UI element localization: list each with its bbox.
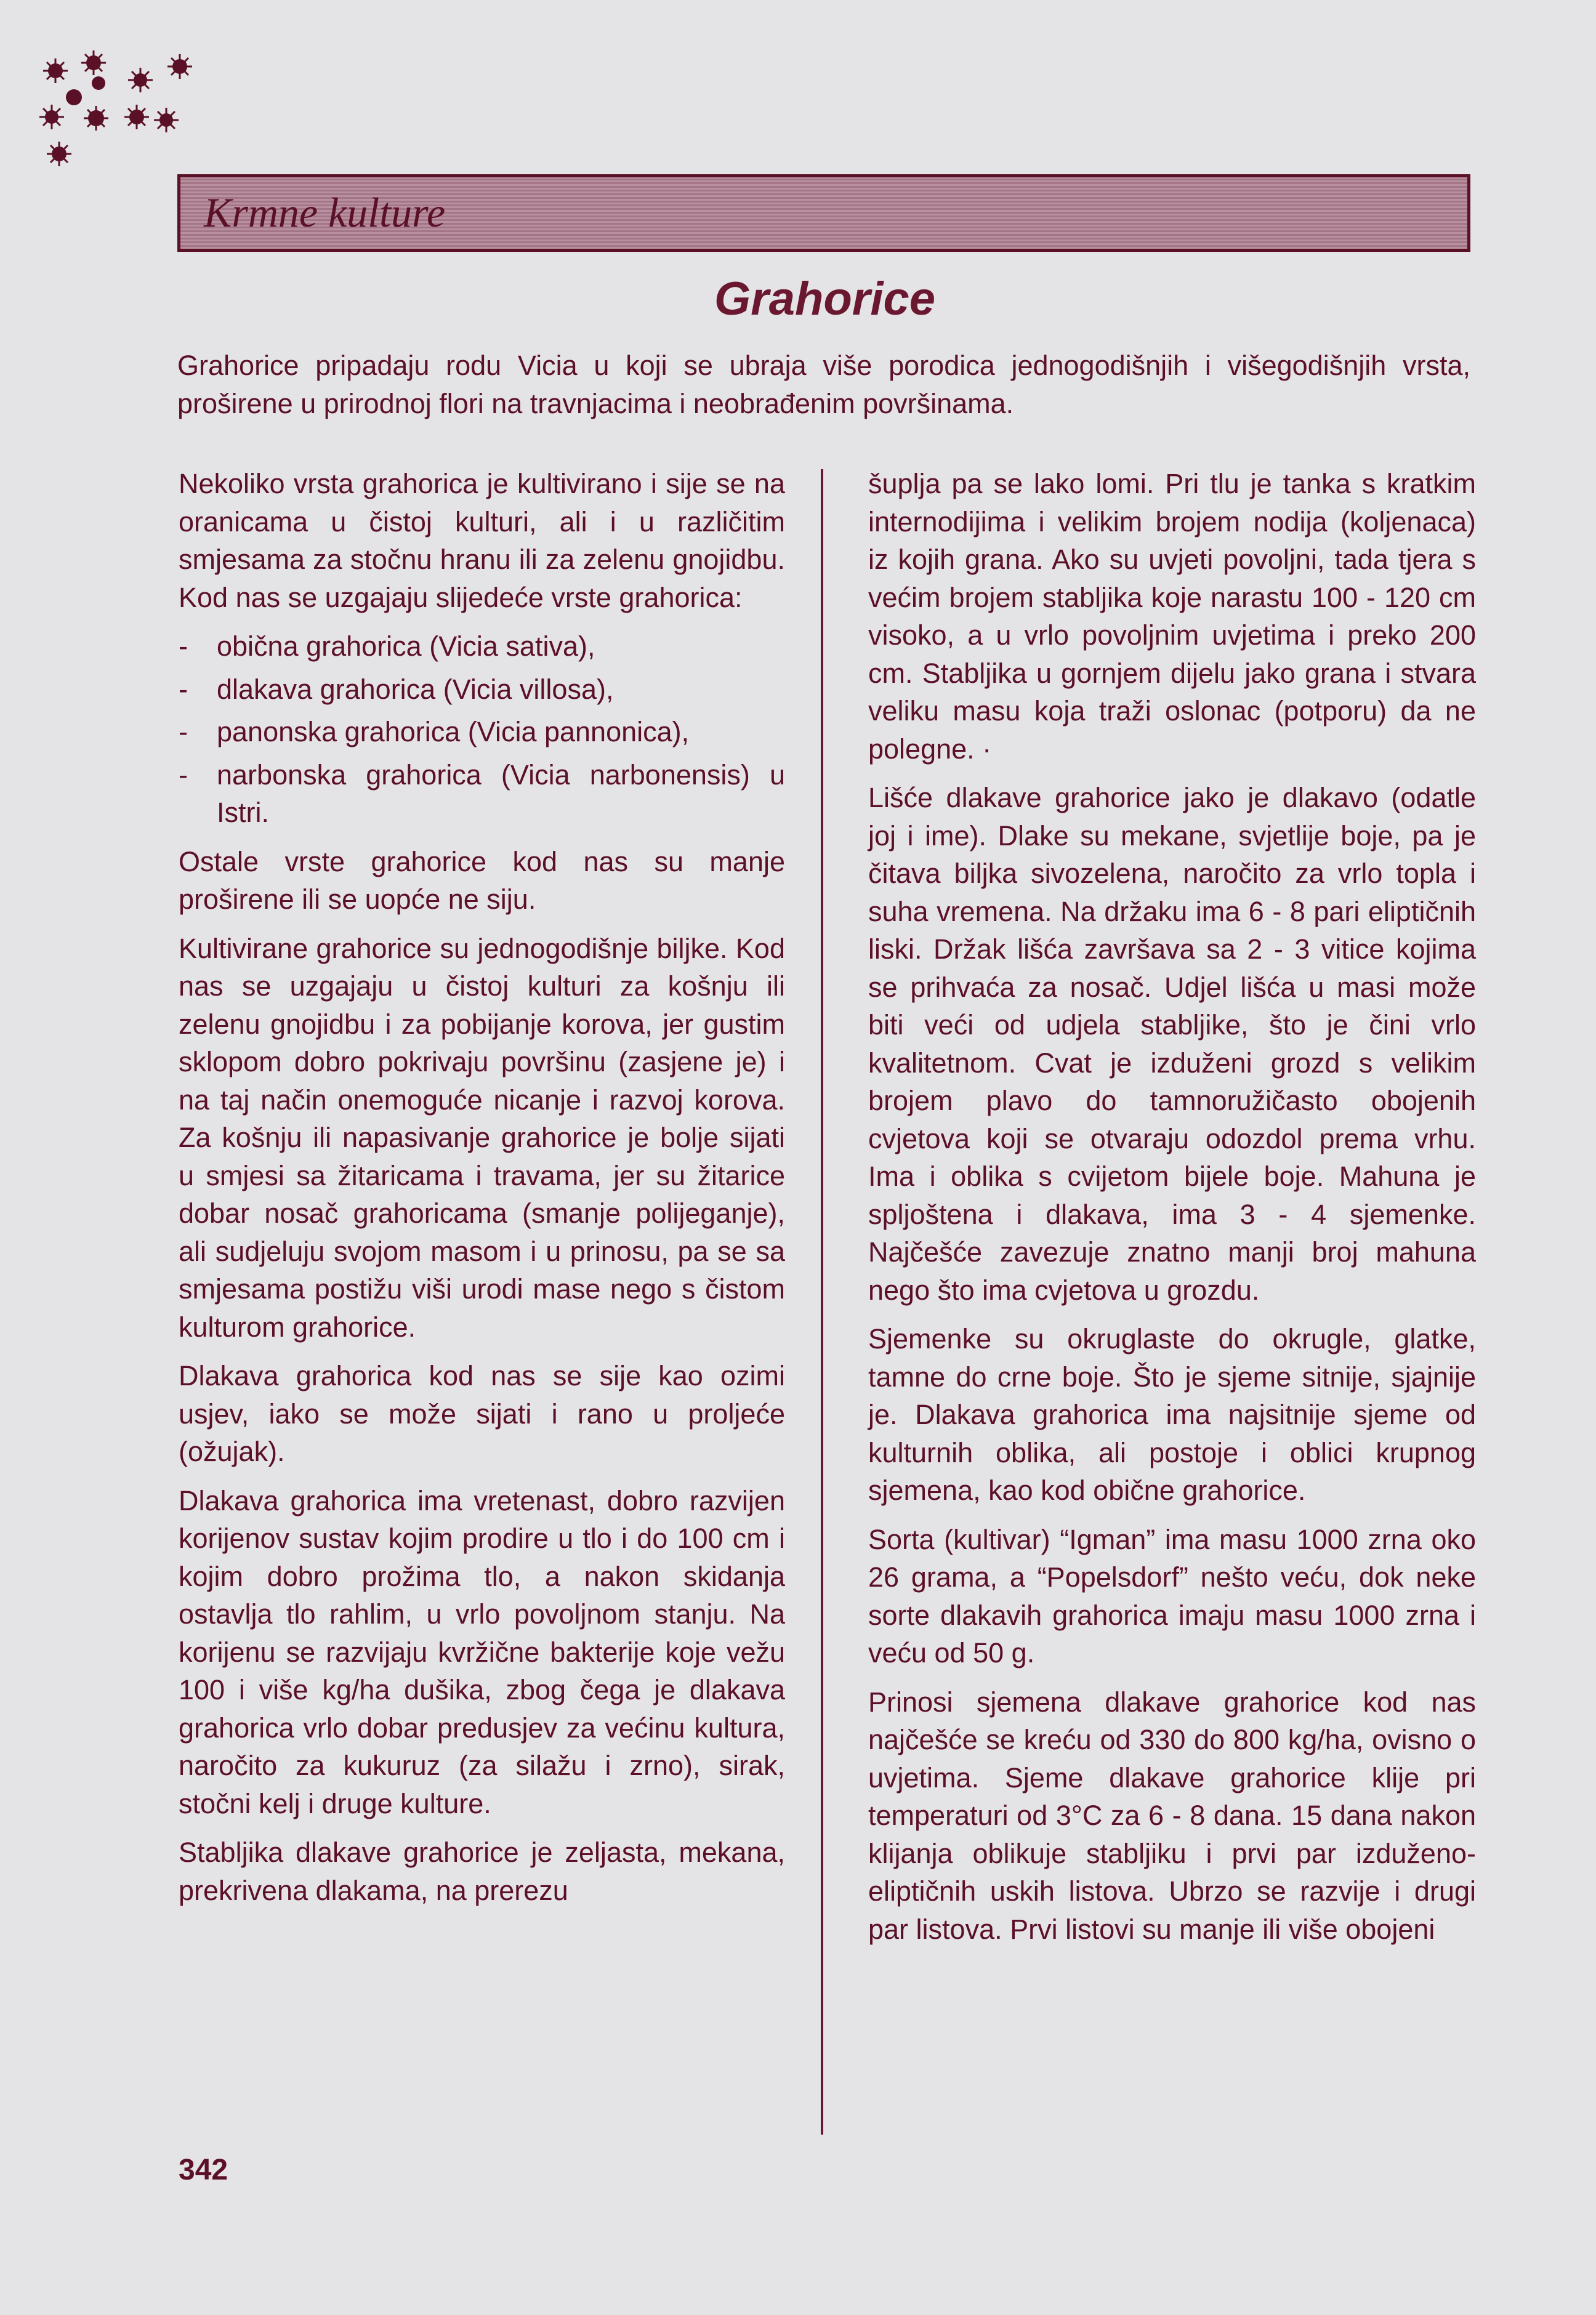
paragraph: Stabljika dlakave grahorice je zeljasta, mekana, prekrivena dlakama, na prerezu [179, 1837, 785, 1906]
paragraph: Prinosi sjemena dlakave grahorice kod nas najčešće se kreću od 330 do 800 kg/ha, ovisno o uvjetima. Sjeme dlakave grahorice klije pri temperaturi od 3°C za 6 - 8 dana. 15 dana nakon klijanja oblikuje stabljiku i prvi par izduženo-eliptičnih uskih listova. Ubrzo se razvije i drugi par listova. Prvi listovi su manje ili više obojeni [868, 1686, 1476, 1945]
list-item: - panonska grahorica (Vicia pannonica), [179, 713, 785, 751]
paragraph: Dlakava grahorica kod nas se sije kao ozimi usjev, iako se može sijati i rano u proljeće (ožujak). [179, 1360, 785, 1467]
paragraph: Kultivirane grahorice su jednogodišnje biljke. Kod nas se uzgajaju u čistoj kulturi za košnju ili zelenu gnojidbu i za pobijanje korova, jer gustim sklopom dobro pokrivaju površinu (zasjene je) i na taj način onemoguće nicanje i razvoj korova. Za košnju ili napasivanje grahorice je bolje sijati u smjesi sa žitaricama i travama, jer su žitarice dobar nosač grahoricama (smanje polijeganje), ali sudjeluju svojom masom i u prinosu, pa se sa smjesama postižu viši urodi mase nego s čistom kulturom grahorice. [179, 932, 785, 1343]
list-item: - obična grahorica (Vicia sativa), [179, 627, 785, 666]
paragraph: Lišće dlakave grahorice jako je dlakavo (odatle joj i ime). Dlake su mekane, svjetlije boje, pa je čitava biljka sivozelena, naročito za vrlo topla i suha vremena. Na držaku ima 6 - 8 pari eliptičnih liski. Držak lišća završava sa 2 - 3 vitice kojima se prihvaća za nosač. Udjel lišća u masi može biti veći od udjela stabljike, što je čini vrlo kvalitetnom. Cvat je izduženi grozd s velikim brojem plavo do tamnoružičasto obojenih cvjetova koji se otvaraju odozdol prema vrhu. Ima i oblika s cvijetom bijele boje. Mahuna je spljoštena i dlakava, ima 3 - 4 sjemenke. Najčešće zavezuje znatno manji broj mahuna nego što ima cvjetova u grozdu. [868, 782, 1476, 1306]
species-list [179, 627, 785, 832]
section-banner [177, 174, 1470, 252]
right-column [868, 465, 1476, 1959]
article-title: Grahorice [714, 273, 936, 325]
page-number: 342 [179, 2154, 228, 2186]
left-column [179, 465, 785, 1920]
paragraph: šuplja pa se lako lomi. Pri tlu je tanka s kratkim internodijima i velikim brojem nodija (koljenaca) iz kojih grana. Ako su uvjeti povoljni, tada tjera s većim brojem stabljika koje narastu 100 - 120 cm visoko, a u vrlo povoljnim uvjetima i preko 200 cm. Stabljika u gornjem dijelu jako grana i stvara veliku masu koja traži oslonac (potporu) da ne polegne. · [868, 468, 1476, 765]
paragraph: Dlakava grahorica ima vretenast, dobro razvijen korijenov sustav kojim prodire u tlo i do 100 cm i kojim dobro prožima tlo, a nakon skidanja ostavlja tlo rahlim, u vrlo povoljnom stanju. Na korijenu se razvijaju kvržične bakterije koje vežu 100 i više kg/ha dušika, zbog čega je dlakava grahorica vrlo dobar predusjev za većinu kultura, naročito za kukuruz (za silažu i zrno), sirak, stočni kelj i druge kulture. [179, 1484, 785, 1819]
decorative-flowers-icon [37, 49, 259, 179]
section-title: Krmne kulture [204, 189, 446, 236]
list-item: - narbonska grahorica (Vicia narbonensis) u Istri. [179, 756, 785, 832]
paragraph: Sorta (kultivar) “Igman” ima masu 1000 zrna oko 26 grama, a “Popelsdorf” nešto veću, dok neke sorte dlakavih grahorica imaju masu 1000 zrna i veću od 50 g. [868, 1523, 1476, 1669]
paragraph: Sjemenke su okruglaste do okrugle, glatke, tamne do crne boje. Što je sjeme sitnije, sjajnije je. Dlakava grahorica ima najsitnije sjeme od kulturnih oblika, ali postoje i oblici krupnog sjemena, kao kod obične grahorice. [868, 1323, 1476, 1506]
list-item: - dlakava grahorica (Vicia villosa), [179, 670, 785, 709]
column-divider [821, 469, 823, 2135]
intro-paragraph: Grahorice pripadaju rodu Vicia u koji se ubraja više porodica jednogodišnjih i višegodišnjih vrsta, proširene u prirodnoj flori na travnjacima i neobrađenim površinama. [177, 350, 1470, 419]
paragraph: Nekoliko vrsta grahorica je kultivirano i sije se na oranicama u čistoj kulturi, ali i u različitim smjesama za stočnu hranu ili za zelenu gnojidbu. Kod nas se uzgajaju slijedeće vrste grahorica: [179, 468, 785, 613]
paragraph: Ostale vrste grahorice kod nas su manje proširene ili se uopće ne siju. [179, 845, 785, 915]
